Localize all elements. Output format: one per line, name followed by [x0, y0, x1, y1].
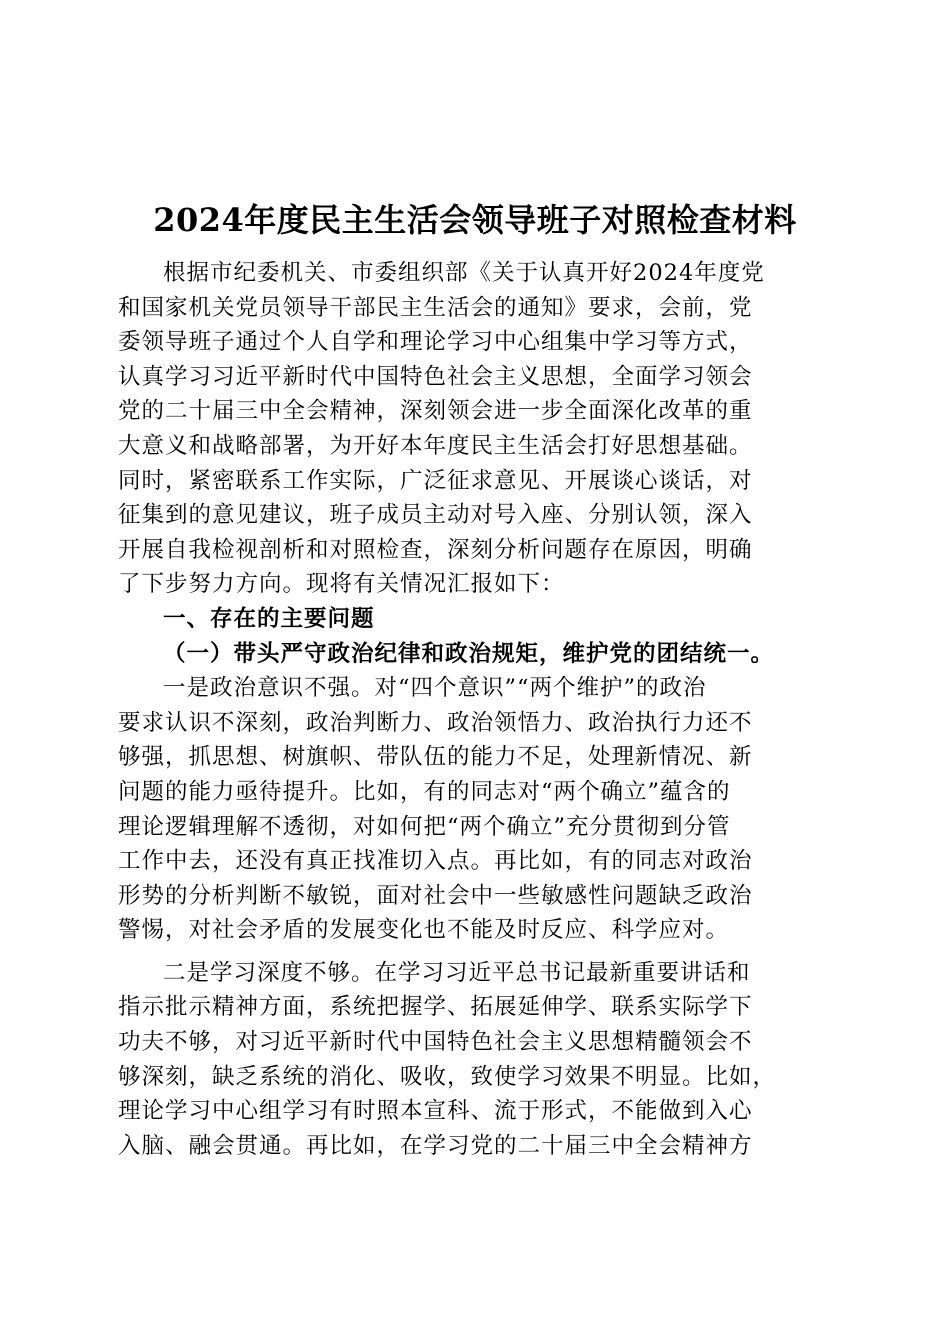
point-2-line: 功夫不够，对习近平新时代中国特色社会主义思想精髓领会不 — [118, 1029, 753, 1056]
intro-line: 认真学习习近平新时代中国特色社会主义思想，全面学习领会 — [118, 363, 753, 390]
intro-line: 大意义和战略部署，为开好本年度民主生活会打好思想基础。 — [118, 432, 753, 459]
point-1-line: 要求认识不深刻，政治判断力、政治领悟力、政治执行力还不 — [118, 709, 753, 736]
point-1-line: 问题的能力亟待提升。比如，有的同志对“两个确立”蕴含的 — [118, 778, 731, 805]
section-heading: 一、存在的主要问题 — [163, 605, 375, 632]
intro-line: 了下步努力方向。现将有关情况汇报如下： — [118, 571, 565, 598]
point-1-line: 警惕，对社会矛盾的发展变化也不能及时反应、科学应对。 — [118, 917, 730, 944]
point-2-line: 理论学习中心组学习有时照本宣科、流于形式，不能做到入心 — [118, 1098, 753, 1125]
intro-line: 委领导班子通过个人自学和理论学习中心组集中学习等方式， — [118, 329, 753, 356]
point-1-line: 理论逻辑理解不透彻，对如何把“两个确立”充分贯彻到分管 — [118, 813, 731, 840]
intro-line: 和国家机关党员领导干部民主生活会的通知》要求，会前，党 — [118, 294, 753, 321]
intro-line: 开展自我检视剖析和对照检查，深刻分析问题存在原因，明确 — [118, 536, 753, 563]
subsection-heading: （一）带头严守政治纪律和政治规矩，维护党的团结统一。 — [163, 640, 775, 667]
point-1-paragraph — [118, 671, 832, 948]
point-1-line: 工作中去，还没有真正找准切入点。再比如，有的同志对政治 — [118, 848, 753, 875]
intro-line: 征集到的意见建议，班子成员主动对号入座、分别认领，深入 — [118, 502, 753, 529]
point-1-line: 够强，抓思想、树旗帜、带队伍的能力不足，处理新情况、新 — [118, 744, 753, 771]
intro-line: 党的二十届三中全会精神，深刻领会进一步全面深化改革的重 — [118, 398, 753, 425]
point-2-line: 够深刻，缺乏系统的消化、吸收，致使学习效果不明显。比如， — [118, 1063, 777, 1090]
intro-paragraph — [118, 256, 832, 602]
intro-line: 同时，紧密联系工作实际，广泛征求意见、开展谈心谈话，对 — [118, 467, 753, 494]
point-2-line: 指示批示精神方面，系统把握学、拓展延伸学、联系实际学下 — [118, 994, 753, 1021]
point-2-line: 入脑、融会贯通。再比如，在学习党的二十届三中全会精神方 — [118, 1132, 753, 1159]
point-2-line: 二是学习深度不够。在学习习近平总书记最新重要讲话和 — [163, 959, 751, 986]
point-1-line: 形势的分析判断不敏锐，面对社会中一些敏感性问题缺乏政治 — [118, 882, 753, 909]
document-title: 2024年度民主生活会领导班子对照检查材料 — [153, 201, 797, 239]
document-body — [118, 256, 832, 1163]
point-2-paragraph — [118, 956, 832, 1164]
point-1-line: 一是政治意识不强。对“四个意识”“两个维护”的政治 — [163, 675, 707, 702]
intro-line: 根据市纪委机关、市委组织部《关于认真开好2024年度党 — [163, 260, 765, 286]
